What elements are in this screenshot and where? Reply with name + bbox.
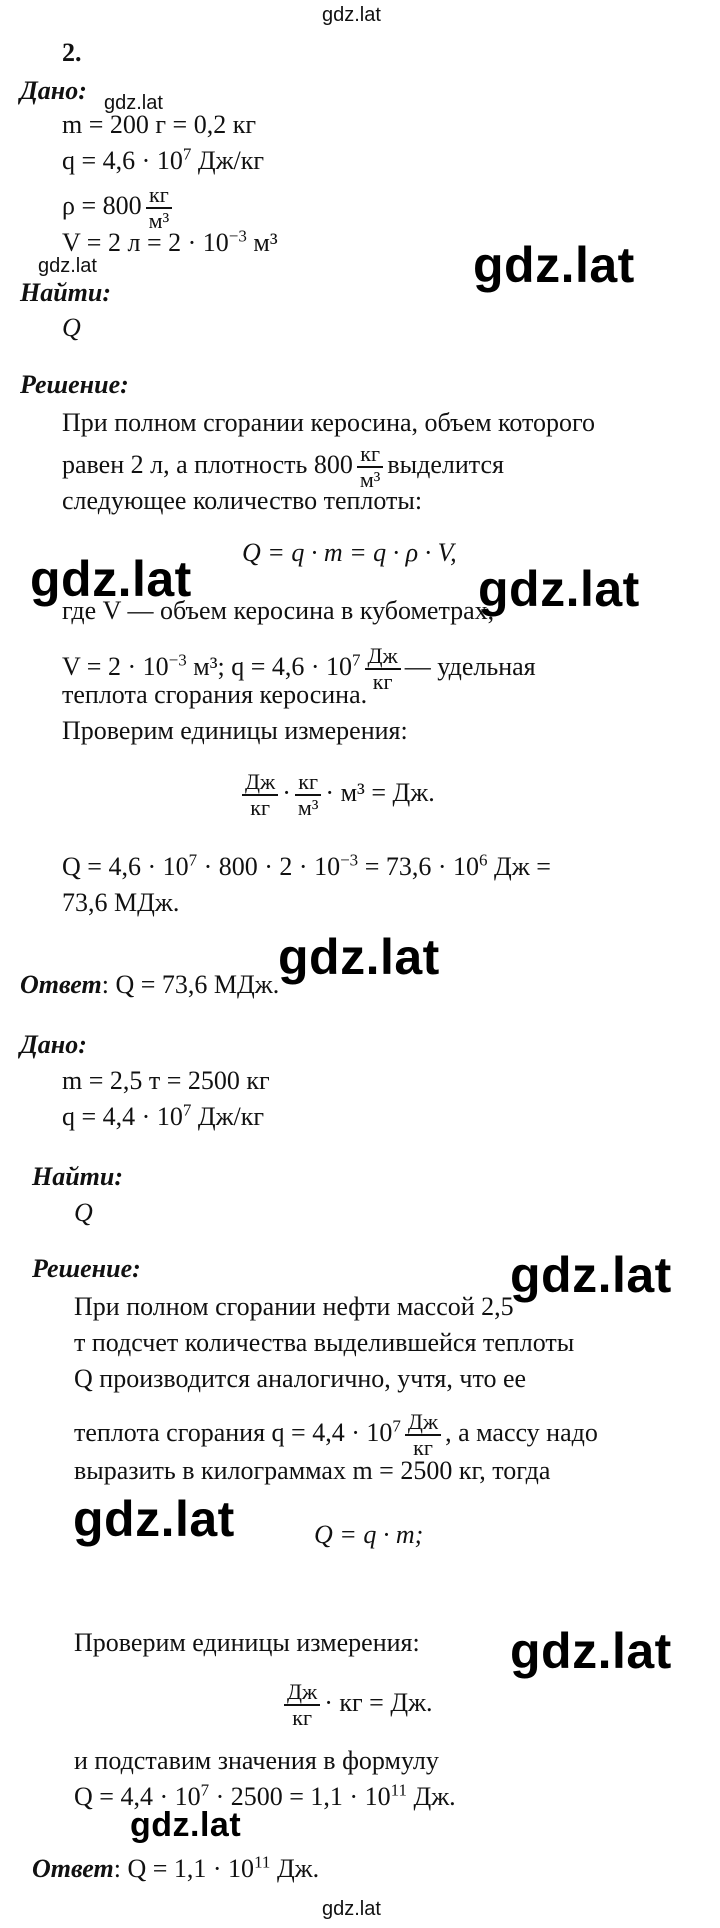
solution-text: $V = 2 \cdot 10^{-3}$ м³; $q = 4,6 \cdot 10^7$ $\frac{Дж}{кг}$ — удельная: [62, 643, 536, 694]
problem-number: 2.: [62, 38, 82, 67]
given-heading: Дано:: [20, 76, 87, 105]
solution-text: Q производится аналогично, учтя, что ее: [74, 1364, 527, 1393]
solution-text: При полном сгорании нефти массой 2,5: [74, 1292, 514, 1321]
solution-text: теплота сгорания керосина.: [62, 680, 368, 709]
solution-text: следующее количество теплоты:: [62, 486, 423, 515]
solution-text: равен 2 л, а плотность 800 $\frac{кг}{\text{м³}}$ выделится: [62, 441, 504, 492]
watermark-large: gdz.lat: [473, 237, 635, 293]
watermark-large: gdz.lat: [478, 561, 640, 617]
calculation: $Q = 4,6 \cdot 10^7 \cdot 800 \cdot 2 \cdot 10^{-3} = 73,6 \cdot 10^6$ Дж =: [62, 850, 551, 881]
solution-text: где V — объем керосина в кубометрах,: [62, 596, 495, 625]
solution-heading: Решение:: [20, 370, 129, 399]
calculation: 73,6 МДж.: [62, 888, 180, 917]
watermark-large: gdz.lat: [278, 929, 440, 985]
watermark-large: gdz.lat: [510, 1623, 672, 1679]
solution-text: Проверим единицы измерения:: [74, 1628, 420, 1657]
watermark-large: gdz.lat: [510, 1247, 672, 1303]
given-heat-value: $q = 4,4 \cdot 10^7$ Дж/кг: [62, 1100, 265, 1131]
formula: Q = q · m;: [314, 1520, 424, 1549]
find-heading: Найти:: [20, 278, 112, 307]
answer: Ответ: $Q = 1,1 \cdot 10^{11}$ Дж.: [32, 1852, 320, 1883]
given-mass: m = 2,5 т = 2500 кг: [62, 1066, 270, 1095]
calculation: $Q = 4,4 \cdot 10^7 \cdot 2500 = 1,1 \cdot 10^{11}$ Дж.: [74, 1780, 456, 1811]
watermark-small: gdz.lat: [38, 255, 97, 277]
find-heading: Найти:: [32, 1162, 124, 1191]
given-heat-value: $q = 4,6 \cdot 10^7$ Дж/кг: [62, 144, 265, 175]
given-volume: V = 2 $л = 2 \cdot 10^{-3}$ м³: [62, 226, 278, 257]
watermark-large: gdz.lat: [73, 1491, 235, 1547]
answer: Ответ: Q = 73,6 МДж.: [20, 970, 280, 999]
given-density: ρ = 800 $\frac{кг}{\text{м³}}$: [62, 183, 176, 233]
watermark-bottom: gdz.lat: [322, 1898, 381, 1920]
solution-text: При полном сгорании керосина, объем которого: [62, 408, 596, 437]
solution-text: т подсчет количества выделившейся теплоты: [74, 1328, 575, 1357]
solution-text: теплота сгорания $q = 4,4 \cdot 10^7$ $\frac{Дж}{кг}$ , а массу надо: [74, 1409, 598, 1460]
solution-text: Проверим единицы измерения:: [62, 716, 408, 745]
find-quantity: Q: [74, 1198, 93, 1227]
solution-text: выразить в килограммах m = 2500 кг, тогда: [74, 1456, 551, 1485]
given-heading: Дано:: [20, 1030, 87, 1059]
find-quantity: Q: [62, 313, 81, 342]
watermark-small: gdz.lat: [104, 92, 163, 114]
solution-heading: Решение:: [32, 1254, 141, 1283]
units-check: $\frac{Дж}{кг}$ · $\frac{кг}{\text{м³}}$ · м³ = Дж.: [238, 770, 435, 820]
watermark-medium: gdz.lat: [130, 1806, 242, 1844]
watermark-top: gdz.lat: [322, 4, 381, 26]
formula: Q = q · m = q · ρ · V,: [242, 538, 457, 567]
units-check: $\frac{Дж}{кг}$ · кг = Дж.: [280, 1680, 433, 1730]
solution-text: и подставим значения в формулу: [74, 1746, 439, 1775]
given-mass: m = 200 г = 0,2 кг: [62, 110, 257, 139]
watermark-large: gdz.lat: [30, 551, 192, 607]
